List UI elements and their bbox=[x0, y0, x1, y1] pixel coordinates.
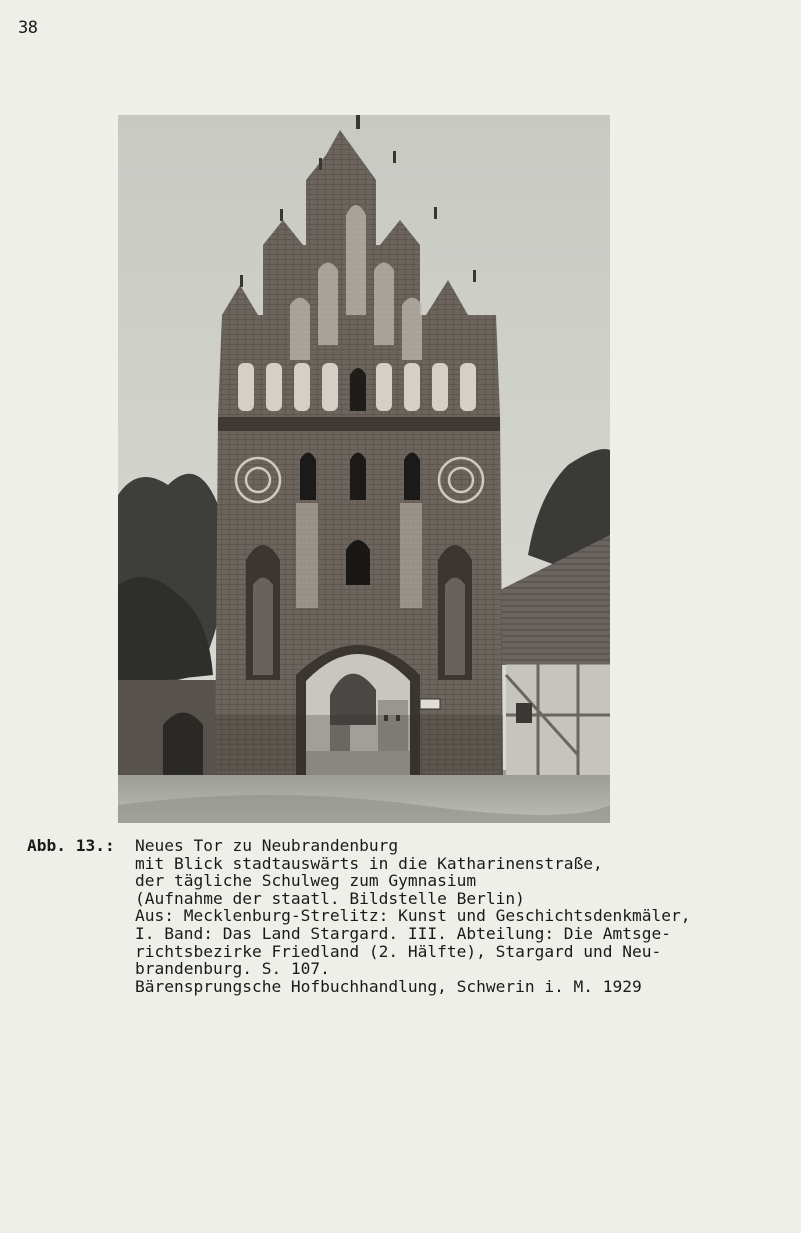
page-number: 38 bbox=[18, 18, 38, 38]
caption-line: I. Band: Das Land Stargard. III. Abteilung: Die Amtsge- bbox=[135, 923, 672, 943]
caption-line: (Aufnahme der staatl. Bildstelle Berlin) bbox=[135, 888, 525, 908]
caption-line: Bärensprungsche Hofbuchhandlung, Schwerin i. M. 1929 bbox=[135, 976, 642, 996]
caption-line: brandenburg. S. 107. bbox=[135, 959, 330, 979]
caption-line: Neues Tor zu Neubrandenburg bbox=[135, 836, 399, 855]
photograph-neues-tor bbox=[118, 115, 610, 823]
caption-line: Aus: Mecklenburg-Strelitz: Kunst und Geschichtsdenkmäler, bbox=[135, 906, 691, 926]
caption-line: der tägliche Schulweg zum Gymnasium bbox=[135, 871, 477, 891]
caption-line: mit Blick stadtauswärts in die Katharinenstraße, bbox=[135, 853, 603, 873]
caption-lines bbox=[135, 837, 775, 995]
figure-label: Abb. 13.: bbox=[27, 836, 115, 855]
caption-line: richtsbezirke Friedland (2. Hälfte), Stargard und Neu- bbox=[135, 941, 662, 961]
